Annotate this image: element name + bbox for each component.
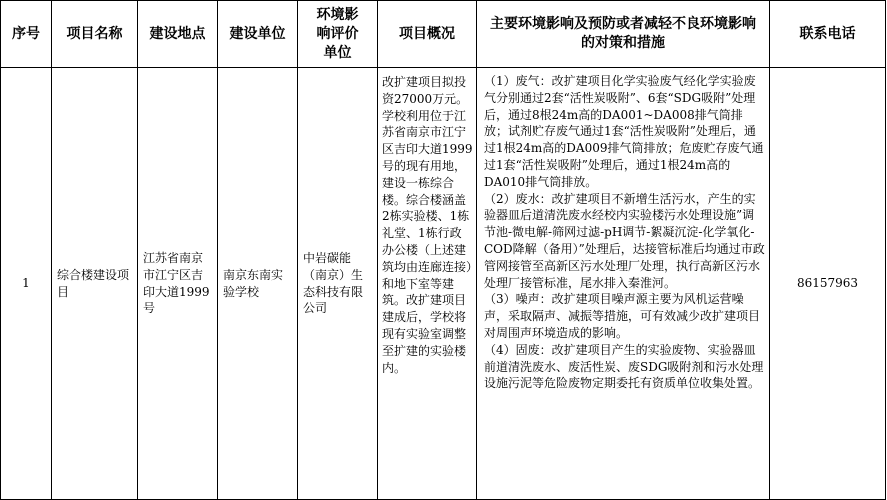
header-eval-unit: 环境影响评价单位 (298, 1, 378, 68)
header-phone: 联系电话 (770, 1, 886, 68)
cell-overview: 改扩建项目拟投资27000万元。学校利用位于江苏省南京市江宁区吉印大道1999号的现有用地，建设一栋综合楼。综合楼涵盖2栋实验楼、1栋礼堂、1栋行政办公楼（上述建筑均由连廊连接）和地下室等建筑。改扩建项目建成后，学校将现有实验室调整至扩建的实验楼内。 (378, 68, 477, 500)
cell-builder: 南京东南实验学校 (218, 68, 298, 500)
header-builder: 建设单位 (218, 1, 298, 68)
measure-solid-waste: （4）固废：改扩建项目产生的实验废物、实验器皿前道清洗废水、废活性炭、废SDG吸附剂和污水处理设施污泥等危险废物定期委托有资质单位收集处置。 (484, 342, 764, 391)
measure-exhaust-gas: （1）废气：改扩建项目化学实验废气经化学实验废气分别通过2套“活性炭吸附”、6套“SDG吸附”处理后，通过8根24m高的DA001~DA008排气筒排放；试剂贮存废气通过1套“活性炭吸附”处理后，通过1根24m高的DA009排气筒排放；危废贮存废气通过1套“活性炭吸附”处理后，通过1根24m高的DA010排气筒排放。 (484, 74, 764, 189)
cell-eval-unit: 中岩碳能（南京）生态科技有限公司 (298, 68, 378, 500)
header-row (1, 1, 886, 68)
measure-noise: （3）噪声：改扩建项目噪声源主要为风机运营噪声，采取隔声、减振等措施，可有效减少改扩建项目对周围声环境造成的影响。 (484, 292, 761, 340)
cell-measures (477, 68, 770, 500)
cell-phone: 86157963 (770, 68, 886, 500)
header-no: 序号 (1, 1, 52, 68)
cell-location: 江苏省南京市江宁区吉印大道1999号 (138, 68, 218, 500)
header-overview: 项目概况 (378, 1, 477, 68)
header-project-name: 项目名称 (52, 1, 138, 68)
header-location: 建设地点 (138, 1, 218, 68)
measure-wastewater: （2）废水：改扩建项目不新增生活污水，产生的实验器皿后道清洗废水经校内实验楼污水处理设施”调节池-微电解-筛网过滤-pH调节-絮凝沉淀-化学氧化-COD降解（备用）”处理后，达接管标准后均通过市政管网接管至高新区污水处理厂处理，执行高新区污水处理厂接管标准，尾水排入秦淮河。 (484, 191, 765, 290)
header-measures: 主要环境影响及预防或者减轻不良环境影响的对策和措施 (477, 1, 770, 68)
cell-no: 1 (1, 68, 52, 500)
table-row (1, 68, 886, 500)
cell-project-name: 综合楼建设项目 (52, 68, 138, 500)
